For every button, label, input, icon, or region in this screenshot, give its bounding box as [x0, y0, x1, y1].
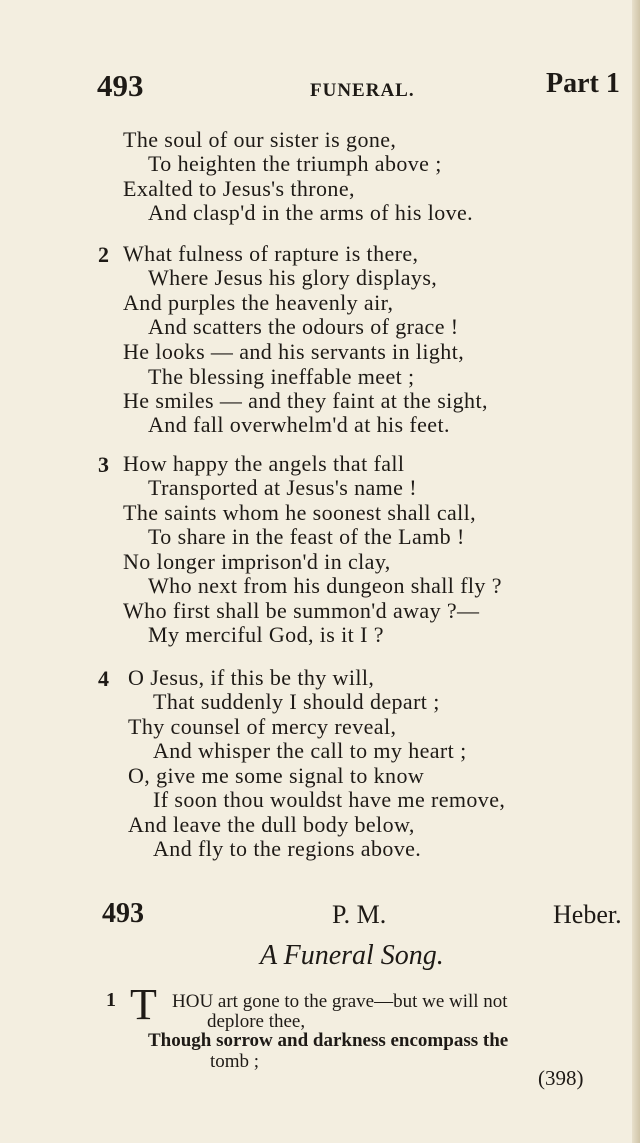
- hymn-2-line-4: tomb ;: [210, 1051, 260, 1072]
- verse-3-line-7: Who first shall be summon'd away ?—: [123, 598, 480, 623]
- verse-2-line-8: And fall overwhelm'd at his feet.: [148, 412, 450, 437]
- verse-3-line-6: Who next from his dungeon shall fly ?: [148, 573, 502, 598]
- verse-4-line-1: O Jesus, if this be thy will,: [128, 665, 375, 690]
- verse-3-line-4: To share in the feast of the Lamb !: [148, 524, 465, 549]
- page-number: (398): [538, 1066, 584, 1090]
- hymn-number: 493: [97, 68, 144, 103]
- verse-2-line-6: The blessing ineffable meet ;: [148, 364, 415, 389]
- running-header: [0, 68, 640, 108]
- hymn-2-meter: P. M.: [332, 900, 387, 929]
- page-edge: [632, 0, 640, 1143]
- verse-2-line-7: He smiles — and they faint at the sight,: [123, 388, 488, 413]
- verse-1-line-2: To heighten the triumph above ;: [148, 151, 442, 176]
- verse-2-line-4: And scatters the odours of grace !: [148, 314, 459, 339]
- hymn-2-verse-number: 1: [106, 989, 116, 1011]
- hymn-2-title: A Funeral Song.: [260, 940, 444, 971]
- hymn-2-line-3: Though sorrow and darkness encompass the: [148, 1030, 509, 1051]
- verse-3-line-2: Transported at Jesus's name !: [148, 475, 417, 500]
- verse-3-line-1: How happy the angels that fall: [123, 451, 405, 476]
- hymn-2-line-1: HOU art gone to the grave—but we will not: [172, 991, 508, 1012]
- verse-4-line-3: Thy counsel of mercy reveal,: [128, 714, 397, 739]
- verse-3-number: 3: [98, 452, 109, 477]
- verse-4-number: 4: [98, 666, 109, 691]
- verse-1-line-1: The soul of our sister is gone,: [123, 127, 397, 152]
- verse-2-line-5: He looks — and his servants in light,: [123, 339, 465, 364]
- section-title: FUNERAL.: [310, 80, 415, 101]
- verse-2-line-1: What fulness of rapture is there,: [123, 241, 419, 266]
- hymn-2-tune: Heber.: [553, 900, 622, 929]
- hymn-2-header: [0, 898, 640, 934]
- drop-cap: T: [130, 980, 157, 1029]
- verse-2-number: 2: [98, 242, 109, 267]
- verse-3-line-5: No longer imprison'd in clay,: [123, 549, 391, 574]
- verse-4-line-2: That suddenly I should depart ;: [153, 689, 440, 714]
- verse-1-line-3: Exalted to Jesus's throne,: [123, 176, 355, 201]
- verse-4-line-8: And fly to the regions above.: [153, 836, 422, 861]
- verse-2-line-2: Where Jesus his glory displays,: [148, 265, 438, 290]
- hymn-2-line-2: deplore thee,: [207, 1011, 306, 1032]
- verse-4-line-5: O, give me some signal to know: [128, 763, 425, 788]
- verse-4-line-6: If soon thou wouldst have me remove,: [153, 787, 506, 812]
- verse-3-line-3: The saints whom he soonest shall call,: [123, 500, 477, 525]
- verse-3-line-8: My merciful God, is it I ?: [148, 622, 384, 647]
- verse-2-line-3: And purples the heavenly air,: [123, 290, 394, 315]
- verse-4-line-7: And leave the dull body below,: [128, 812, 415, 837]
- hymn-2-number: 493: [102, 898, 144, 929]
- part-label: Part 1: [546, 68, 620, 99]
- verse-1-line-4: And clasp'd in the arms of his love.: [148, 200, 474, 225]
- verse-4-line-4: And whisper the call to my heart ;: [153, 738, 467, 763]
